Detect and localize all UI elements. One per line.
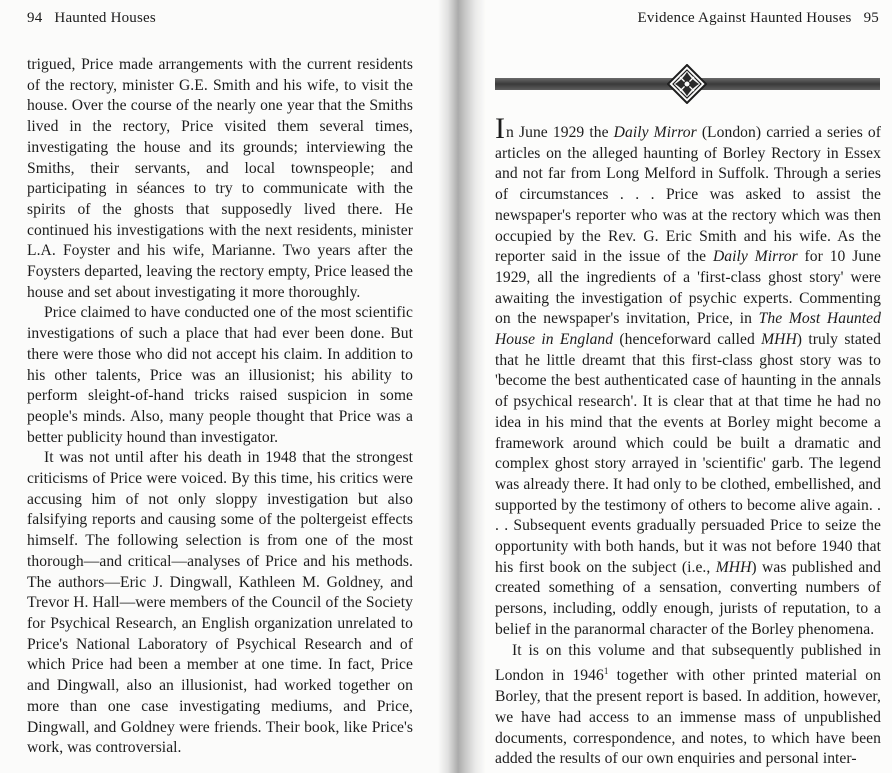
left-paragraph-3: It was not until after his death in 1948 that the strongest criticisms of Price were voiced. By this time, his critics were accusing him of not only sloppy investigation but also falsifying reports and causing some of the poltergeist effects himself. The following selection is from one of the most thorough—and critical—analyses of Price and his methods. The authors—Eric J. Dingwall, Kathleen M. Goldney, and Trevor H. Hall—were members of the Council of the Society for Psychical Research, an English organization unrelated to Price's National Laboratory of Psychical Research and of which Price had been a member at one time. In fact, Price and Dingwall, also an illusionist, had worked together on more than one case investigating mediums, and Price, Dingwall, and Goldney were friends. Their book, like Price's work, was controversial. [27,449,413,757]
chapter-ornament-diamond-icon [667,64,707,104]
text-segment: n June 1929 the [506,124,614,141]
right-paragraph-2 [495,641,881,770]
italic-text-segment: Daily Mirror [712,248,798,266]
right-paragraph-1 [495,112,882,641]
left-page-number: 94 [27,10,43,26]
text-segment: ) was published and created something of a sensation, converting numbers of persons, including, oddly enough, jurists of reputation, to a belief in the paranormal character of the Borley phenomena. [495,558,881,638]
italic-text-segment: MHH [715,558,752,576]
right-page [447,0,892,773]
text-segment: (henceforward called [613,331,762,349]
italic-text-segment: MHH [761,331,797,349]
text-segment: for 10 June 1929, all the ingredients of a 'first-class ghost story' were awaiting the investigation of psychic experts. Commenting on the newspaper's invitation, Price, in [495,248,882,328]
left-head-title: Haunted Houses [54,10,156,26]
right-page-number: 95 [863,10,879,26]
left-running-head [27,10,156,27]
drop-cap: I [495,112,506,145]
italic-text-segment: Daily Mirror [613,124,697,141]
left-paragraph-1: trigued, Price made arrangements with the current residents of the rectory, minister G.E. Smith and his wife, to visit the house. Over the course of the nearly one year that the Smiths lived in the rectory, Price visited them several times, investigating the house and its grounds; interviewing the Smiths, their servants, and local townspeople; and participating in séances to try to communicate with the spirits of the ghosts that supposedly lived there. He continued his investigations with the next residents, minister L.A. Foyster and his wife, Marianne. Two years after the Foysters departed, leaving the rectory empty, Price leased the house and set about investigating it more thoroughly. [27,56,413,301]
left-body-text [27,55,413,759]
right-running-head [638,10,879,27]
right-paragraph-2-rest: together with other printed material on Borley, that the present report is based. In addition, however, we have had access to an immense mass of unpublished documents, correspondence, and notes, to which have been added the results of our own enquiries and personal inter- [495,667,881,768]
right-head-title: Evidence Against Haunted Houses [637,10,852,26]
italic-text-segment: The Most Haunted House in England [495,310,881,349]
right-paragraph-2-lead: It is on this volume and that subsequently published in London in 1946 [495,641,881,685]
right-body-text [495,112,882,770]
right-paragraph-1-text [495,124,881,638]
footnote-marker: 1 [603,666,609,677]
left-paragraph-2: Price claimed to have conducted one of the most scientific investigations of such a place that had ever been done. But there were those who did not accept his claim. In addition to his other talents, Price was an illusionist; his ability to perform sleight-of-hand tricks raised suspicion in some people's minds. Also, many people thought that Price was a better publicity hound than investigator. [27,304,413,446]
text-segment: (London) carried a series of articles on the alleged haunting of Borley Rectory in Essex and not far from Long Melford in Suffolk. Through a series of circumstances . . . Price was asked to assist the newspaper's reporter who was at the rectory which was then occupied by the Rev. G. Eric Smith and his wife. As the reporter said in the issue of the [495,124,882,266]
text-segment: ) truly stated that he little dreamt that this first-class ghost story was to 'become the best authenticated case of haunting in the annals of psychical research'. It is clear that at that time he had no idea in his mind that the events at Borley might become a framework around which could be built a dramatic and complex ghost story arrayed in 'scientific' garb. The legend was already there. It had only to be clothed, embellished, and supported by the testimony of others to become alive again. . . . Subsequent events gradually persuaded Price to seize the opportunity with both hands, but it was not before 1940 that his first book on the subject (i.e., [495,331,881,576]
